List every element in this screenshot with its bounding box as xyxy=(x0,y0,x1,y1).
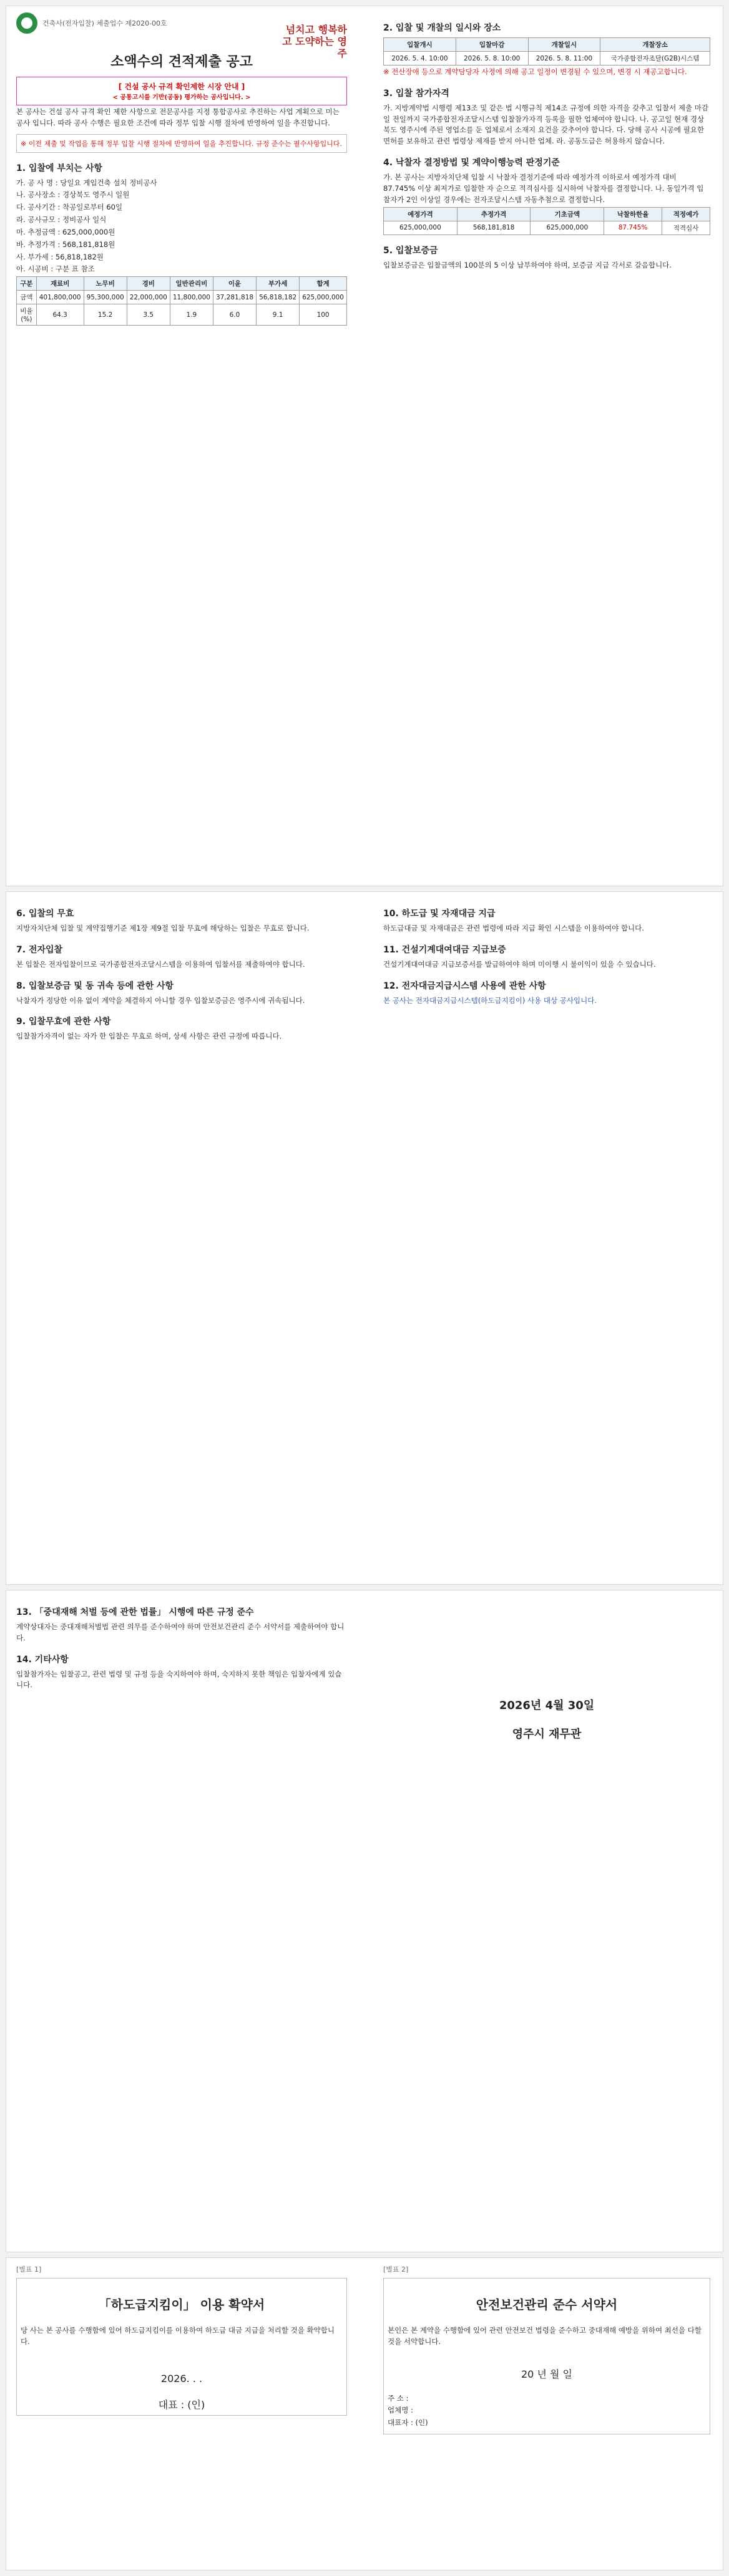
form2-fields xyxy=(388,2393,706,2429)
section14-title: 14. 기타사항 xyxy=(16,1654,69,1665)
section11-text: 건설기계대여대금 지급보증서를 발급하여야 하며 미이행 시 불이익이 있을 수 있습니다. xyxy=(383,959,656,969)
section1-title: 1. 입찰에 부치는 사항 xyxy=(16,163,102,173)
schedule-note: ※ 전산장애 등으로 계약담당자 사정에 의해 공고 일정이 변경될 수 있으며, 변경 시 재공고합니다. xyxy=(383,67,687,76)
cost-table: 구분 재료비 노무비 경비 일반관리비 이윤 부가세 합계 금액 401,800,000 95,300,000 22,000,000 11,800,000 37,281,818 56,818,182 625,000,000 비율(%) 64.3 15.2 3.5 1.9 6.0 9.1 100 xyxy=(16,276,347,326)
schedule-table: 입찰개시 입찰마감 개찰일시 개찰장소 2026. 5. 4. 10:00 2026. 5. 8. 10:00 2026. 5. 8. 11:00 국가종합전자조달(G2B)시스템 xyxy=(383,37,710,65)
award-table: 예정가격 추정가격 기초금액 낙찰하한율 적정예가 625,000,000 568,181,818 625,000,000 87.745% 적격심사 xyxy=(383,207,710,235)
right-column xyxy=(383,898,710,1578)
issuer-name: 영주시 재무관 xyxy=(512,1728,582,1741)
page-3 xyxy=(6,1591,723,2252)
form1-footer: 2026. . . xyxy=(160,2372,203,2385)
notice-title: 소액수의 견적제출 공고 xyxy=(110,54,253,70)
notice-subtitle: [ 건설 공사 규격 확인제한 시장 안내 ] < 공통고시를 기반(공동) 평가하는 공사입니다. > xyxy=(16,77,347,105)
form2-title: 안전보건관리 준수 서약서 xyxy=(476,2297,618,2312)
section9-text: 입찰참가자격이 없는 자가 한 입찰은 무효로 하며, 상세 사항은 관련 규정에 따릅니다. xyxy=(16,1032,282,1041)
section5-title: 5. 입찰보증금 xyxy=(383,245,438,256)
section11-title: 11. 건설기계대여대금 지급보증 xyxy=(383,944,506,955)
right-column xyxy=(383,1597,710,2245)
form1-body: 당 사는 본 공사를 수행함에 있어 하도급지킴이를 이용하여 하도급 대금 지급을 처리할 것을 확약합니다. xyxy=(21,2326,335,2346)
section1-item: 마. 추정금액 : 625,000,000원 xyxy=(16,227,115,236)
red-note: ※ 이전 제출 및 작업을 통해 정부 입찰 시행 절차에 반영하여 일을 추진합니다. 규정 준수는 필수사항입니다. xyxy=(16,134,347,153)
section7-text: 본 입찰은 전자입찰이므로 국가종합전자조달시스템을 이용하여 입찰서를 제출하여야 합니다. xyxy=(16,959,305,969)
section12-title: 12. 전자대금지급시스템 사용에 관한 사항 xyxy=(383,981,546,991)
section9-title: 9. 입찰무효에 관한 사항 xyxy=(16,1017,111,1027)
city-emblem-icon xyxy=(16,12,37,34)
section14-text: 입찰참가자는 입찰공고, 관련 법령 및 규정 등을 숙지하여야 하며, 숙지하지 못한 책임은 입찰자에게 있습니다. xyxy=(16,1669,342,1690)
page-4 xyxy=(6,2258,723,2570)
section3-title: 3. 입찰 참가자격 xyxy=(383,88,449,99)
left-column xyxy=(16,898,347,1578)
form2-body: 본인은 본 계약을 수행함에 있어 관련 안전보건 법령을 준수하고 중대재해 예방을 위하여 최선을 다할 것을 서약합니다. xyxy=(388,2326,702,2346)
section10-title: 10. 하도급 및 자재대금 지급 xyxy=(383,909,496,919)
slogan: 넘치고 행복하고 도약하는 영주 xyxy=(282,24,347,60)
section6-title: 6. 입찰의 무효 xyxy=(16,909,74,919)
section4-text: 가. 본 공사는 지방자치단체 입찰 시 낙찰자 결정기준에 따라 예정가격 이하로서 예정가격 대비 87.745% 이상 최저가로 입찰한 자 순으로 적격심사를 실시하여 낙찰자를 결정합니다. 나. 동일가격 입찰자가 2인 이상일 경우에는 전자조달시스템 자동추첨으로 결정합니다. xyxy=(383,173,704,204)
section1-item: 나. 공사장소 : 경상북도 영주시 일원 xyxy=(16,190,130,200)
left-column xyxy=(16,12,347,879)
form2-field-rep: 대표자 : (인) xyxy=(388,2418,428,2428)
section7-title: 7. 전자입찰 xyxy=(16,944,63,955)
section12-text: 본 공사는 전자대금지급시스템(하도급지킴이) 사용 대상 공사입니다. xyxy=(383,995,597,1005)
section2-title: 2. 입찰 및 개찰의 일시와 장소 xyxy=(383,23,501,33)
section3-text: 가. 지방계약법 시행령 제13조 및 같은 법 시행규칙 제14조 규정에 의한 자격을 갖추고 입찰서 제출 마감일 전일까지 국가종합전자조달시스템 입찰참가자격 등록을 필한 업체여야 합니다. 나. 공고일 현재 경상북도 영주시에 주된 영업소를 둔 업체로서 소재지 요건을 갖추어야 합니다. 다. 당해 공사 시공에 필요한 면허를 보유하고 관련 법령상 제재를 받지 아니한 업체. 라. 공동도급은 허용하지 않습니다. xyxy=(383,103,709,146)
form2-column xyxy=(383,2264,710,2564)
section6-text: 지방자치단체 입찰 및 계약집행기준 제1장 제9절 입찰 무효에 해당하는 입찰은 무효로 합니다. xyxy=(16,924,310,932)
section13-title: 13. 「중대재해 처벌 등에 관한 법률」 시행에 따른 규정 준수 xyxy=(16,1607,254,1617)
section8-title: 8. 입찰보증금 및 동 귀속 등에 관한 사항 xyxy=(16,981,174,991)
intro-text: 본 공사는 건설 공사 규격 확인 제한 사항으로 전문공사를 지정 통합공사로 추진하는 사업 계획으로 미는 공사 입니다. 따라 공사 수행은 필요한 조건에 따라 정부 입찰 시행 절차에 반영하여 일을 추진합니다. xyxy=(16,107,340,127)
section1-item: 가. 공 사 명 : 당일요 게입건축 설치 정비공사 xyxy=(16,178,157,187)
page-1 xyxy=(6,6,723,886)
right-column xyxy=(383,12,710,879)
section1-item: 라. 공사규모 : 정비공사 일식 xyxy=(16,215,107,225)
form1-column xyxy=(16,2264,347,2564)
spacer xyxy=(383,1597,710,1697)
org-reference: 건축사(전자입찰) 체출업수 제2020-00호 xyxy=(42,19,167,27)
form2-field-company: 업체명 : xyxy=(388,2406,413,2415)
section5-text: 입찰보증금은 입찰금액의 100분의 5 이상 납부하여야 하며, 보증금 지급 각서로 갈음합니다. xyxy=(383,260,672,269)
form2-footer: 20 년 월 일 xyxy=(521,2368,572,2380)
issue-date: 2026년 4월 30일 xyxy=(499,1699,595,1712)
form1-title: 「하도급지킴이」 이용 확약서 xyxy=(98,2297,265,2312)
form2-label: [별표 2] xyxy=(383,2265,409,2273)
form2-field-address: 주 소 : xyxy=(388,2393,409,2403)
form1-label: [별표 1] xyxy=(16,2265,42,2273)
left-column xyxy=(16,1597,347,2245)
form1-sign: 대표 : (인) xyxy=(158,2398,205,2411)
section1-item: 다. 공사기간 : 착공일로부터 60일 xyxy=(16,203,123,212)
page-2 xyxy=(6,892,723,1584)
section1-item: 사. 부가세 : 56,818,182원 xyxy=(16,252,104,261)
section13-text: 계약상대자는 중대재해처벌법 관련 의무를 준수하여야 하며 안전보건관리 준수 서약서를 제출하여야 합니다. xyxy=(16,1622,345,1642)
section1-item: 바. 추정가격 : 568,181,818원 xyxy=(16,240,115,249)
section10-text: 하도급대금 및 자재대금은 관련 법령에 따라 지급 확인 시스템을 이용하여야 합니다. xyxy=(383,924,644,932)
section1-item: 아. 시공비 : 구분 표 참조 xyxy=(16,264,95,274)
section4-title: 4. 낙찰자 결정방법 및 계약이행능력 판정기준 xyxy=(383,158,560,168)
section8-text: 낙찰자가 정당한 이유 없이 계약을 체결하지 아니할 경우 입찰보증금은 영주시에 귀속됩니다. xyxy=(16,995,305,1005)
